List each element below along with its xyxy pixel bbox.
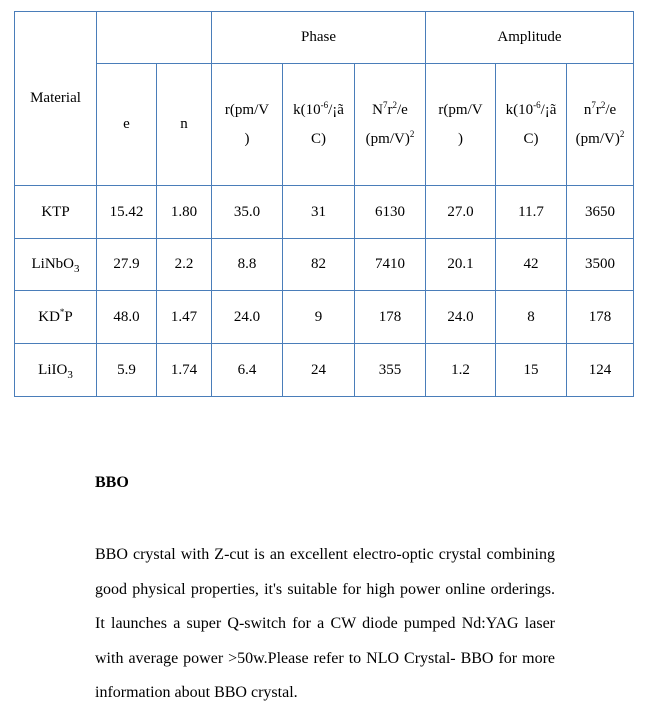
bbo-description-paragraph: BBO crystal with Z-cut is an excellent electro-optic crystal combining good physical properties, it's suitable for high power online orderings. It launches a super Q-switch for a CW diode pumped Nd:YAG laser with average power >50w.Please refer to NLO Crystal- BBO for more information about BBO crystal. bbox=[95, 546, 555, 701]
cell-amp-k: 8 bbox=[496, 291, 567, 344]
cell-phase-n7r2e: 6130 bbox=[355, 186, 426, 239]
cell-e: 15.42 bbox=[97, 186, 157, 239]
cell-n: 1.80 bbox=[157, 186, 212, 239]
header-phase-n7r2e: $N^7r^2/e$ $(pm/V)^2$ bbox=[355, 64, 426, 186]
header-material: Material bbox=[15, 12, 97, 186]
header-blank bbox=[97, 12, 212, 64]
cell-phase-r: 6.4 bbox=[212, 344, 283, 397]
cell-amp-n7r2e: 178 bbox=[567, 291, 634, 344]
cell-material: LiNbO$_3$ bbox=[15, 239, 97, 291]
header-amp-r: r(pm/V ) bbox=[426, 64, 496, 186]
header-amp-k: $k(10^{-6}/¡ã$ C) bbox=[496, 64, 567, 186]
table-header-row-groups bbox=[15, 12, 634, 64]
section-heading-bbo: BBO bbox=[95, 474, 129, 491]
table-row bbox=[15, 239, 634, 291]
cell-n: 1.74 bbox=[157, 344, 212, 397]
table-header-row-columns bbox=[15, 64, 634, 186]
header-n: n bbox=[157, 64, 212, 186]
cell-material: KTP bbox=[15, 186, 97, 239]
cell-phase-k: 9 bbox=[283, 291, 355, 344]
cell-amp-r: 1.2 bbox=[426, 344, 496, 397]
cell-e: 27.9 bbox=[97, 239, 157, 291]
cell-amp-n7r2e: 3500 bbox=[567, 239, 634, 291]
cell-phase-k: 24 bbox=[283, 344, 355, 397]
table-row bbox=[15, 186, 634, 239]
cell-phase-k: 31 bbox=[283, 186, 355, 239]
cell-amp-n7r2e: 124 bbox=[567, 344, 634, 397]
cell-amp-r: 24.0 bbox=[426, 291, 496, 344]
cell-amp-r: 20.1 bbox=[426, 239, 496, 291]
header-e: e bbox=[97, 64, 157, 186]
cell-phase-n7r2e: 355 bbox=[355, 344, 426, 397]
table-row bbox=[15, 344, 634, 397]
header-amp-n7r2e: $n^7r^2/e$ $(pm/V)^2$ bbox=[567, 64, 634, 186]
cell-phase-r: 35.0 bbox=[212, 186, 283, 239]
header-phase: Phase bbox=[212, 12, 426, 64]
cell-n: 1.47 bbox=[157, 291, 212, 344]
header-phase-k: $k(10^{-6}/¡ã$ C) bbox=[283, 64, 355, 186]
cell-amp-k: 42 bbox=[496, 239, 567, 291]
cell-phase-n7r2e: 178 bbox=[355, 291, 426, 344]
cell-e: 48.0 bbox=[97, 291, 157, 344]
header-amplitude: Amplitude bbox=[426, 12, 634, 64]
cell-material: KD*P bbox=[15, 291, 97, 344]
cell-amp-r: 27.0 bbox=[426, 186, 496, 239]
table-row bbox=[15, 291, 634, 344]
cell-material: LiIO$_3$ bbox=[15, 344, 97, 397]
cell-phase-r: 8.8 bbox=[212, 239, 283, 291]
cell-phase-n7r2e: 7410 bbox=[355, 239, 426, 291]
cell-e: 5.9 bbox=[97, 344, 157, 397]
header-phase-r: r(pm/V ) bbox=[212, 64, 283, 186]
cell-n: 2.2 bbox=[157, 239, 212, 291]
cell-phase-r: 24.0 bbox=[212, 291, 283, 344]
cell-amp-k: 15 bbox=[496, 344, 567, 397]
electro-optic-properties-table bbox=[14, 11, 634, 397]
cell-amp-n7r2e: 3650 bbox=[567, 186, 634, 239]
cell-amp-k: 11.7 bbox=[496, 186, 567, 239]
cell-phase-k: 82 bbox=[283, 239, 355, 291]
